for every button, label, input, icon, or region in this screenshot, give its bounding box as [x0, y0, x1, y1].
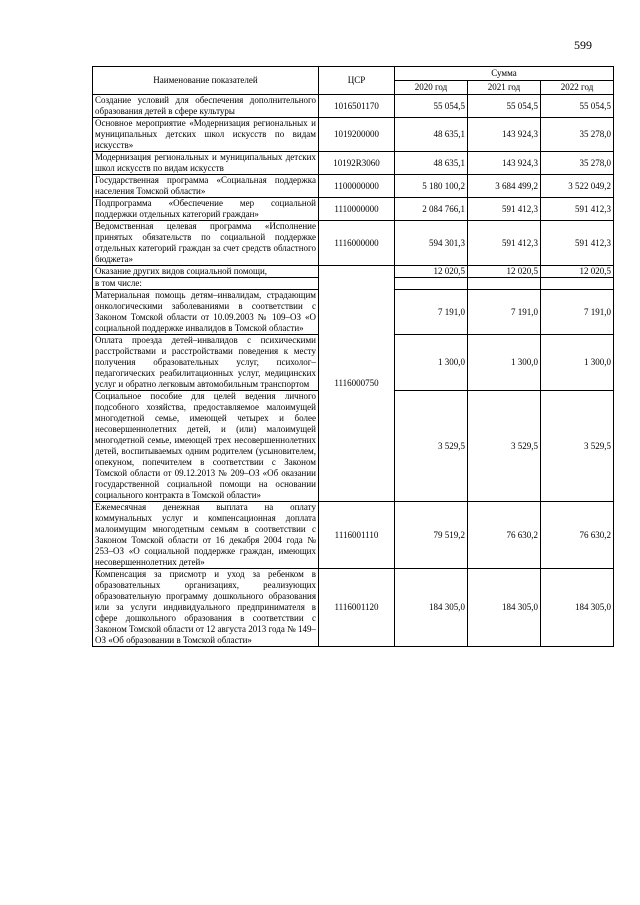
table-row — [93, 198, 614, 221]
row-value-2021: 143 924,3 — [468, 118, 541, 152]
header-sum: Сумма — [395, 67, 614, 81]
row-csr: 1110000000 — [319, 198, 395, 221]
table-row-program — [93, 175, 614, 198]
row-value-2021: 76 630,2 — [468, 502, 541, 569]
row-value-2020: 594 301,3 — [395, 221, 468, 266]
row-csr: 1100000000 — [319, 175, 395, 198]
group-csr: 1116000750 — [319, 266, 395, 502]
header-name: Наименование показателей — [93, 67, 319, 95]
row-csr: 1116001120 — [319, 569, 395, 647]
row-value-2022: 55 054,5 — [541, 95, 614, 118]
row-value-2022: 35 278,0 — [541, 152, 614, 175]
row-value-2021: 591 412,3 — [468, 221, 541, 266]
row-name: Государственная программа «Социальная поддержка населения Томской области» — [93, 175, 319, 198]
row-name: Основное мероприятие «Модернизация региональных и муниципальных детских школ искусств по видам искусств» — [93, 118, 319, 152]
row-name: в том числе: — [93, 278, 319, 290]
row-value-2020: 7 191,0 — [395, 290, 468, 335]
row-value-2022: 591 412,3 — [541, 198, 614, 221]
row-name: Подпрограмма «Обеспечение мер социальной поддержки отдельных категорий граждан» — [93, 198, 319, 221]
header-year-2020: 2020 год — [395, 81, 468, 95]
row-value-2020: 48 635,1 — [395, 152, 468, 175]
row-value-2022: 35 278,0 — [541, 118, 614, 152]
row-value-2022: 12 020,5 — [541, 266, 614, 278]
row-value-2020: 48 635,1 — [395, 118, 468, 152]
row-value-2021: 3 529,5 — [468, 391, 541, 502]
row-value-2021: 1 300,0 — [468, 335, 541, 391]
table-row — [93, 95, 614, 118]
row-name: Оплата проезда детей–инвалидов с психическими расстройствами и расстройствами поведения к месту получения образовательных услуг, психолог–педагогических реабилитационных услуг, медицинских услуг и обратно легковым автомобильным транспортом — [93, 335, 319, 391]
row-value-2022: 3 522 049,2 — [541, 175, 614, 198]
row-value-2021: 12 020,5 — [468, 266, 541, 278]
row-name: Оказание других видов социальной помощи, — [93, 266, 319, 278]
table-row — [93, 569, 614, 647]
row-value-2020: 12 020,5 — [395, 266, 468, 278]
row-name: Ведомственная целевая программа «Исполнение принятых обязательств по социальной поддержке отдельных категорий граждан за счет средств областного бюджета» — [93, 221, 319, 266]
row-csr: 1016501170 — [319, 95, 395, 118]
row-value-2021: 7 191,0 — [468, 290, 541, 335]
row-value-2021: 591 412,3 — [468, 198, 541, 221]
row-name: Модернизация региональных и муниципальных детских школ искусств по видам искусств — [93, 152, 319, 175]
header-year-2022: 2022 год — [541, 81, 614, 95]
row-value-2021: 184 305,0 — [468, 569, 541, 647]
row-value-2020: 2 084 766,1 — [395, 198, 468, 221]
budget-table — [92, 66, 614, 647]
row-value-2021: 143 924,3 — [468, 152, 541, 175]
table-row — [93, 152, 614, 175]
table-row — [93, 118, 614, 152]
row-value-2020: 55 054,5 — [395, 95, 468, 118]
row-value-2022: 184 305,0 — [541, 569, 614, 647]
row-name: Создание условий для обеспечения дополнительного образования детей в сфере культуры — [93, 95, 319, 118]
row-name: Материальная помощь детям–инвалидам, страдающим онкологическими заболеваниями в соответствии с Законом Томской области от 10.09.2003 № 109–ОЗ «О социальной поддержке инвалидов в Томской области» — [93, 290, 319, 335]
row-value-2021: 3 684 499,2 — [468, 175, 541, 198]
row-value-2022: 1 300,0 — [541, 335, 614, 391]
row-value-2020: 1 300,0 — [395, 335, 468, 391]
table-row-group-main — [93, 266, 614, 278]
row-csr: 1116000000 — [319, 221, 395, 266]
row-value-2022: 591 412,3 — [541, 221, 614, 266]
row-value-2020: 184 305,0 — [395, 569, 468, 647]
header-csr: ЦСР — [319, 67, 395, 95]
row-value-2020: 3 529,5 — [395, 391, 468, 502]
row-csr: 1019200000 — [319, 118, 395, 152]
row-csr: 10192R3060 — [319, 152, 395, 175]
row-value-2022: 7 191,0 — [541, 290, 614, 335]
row-name: Ежемесячная денежная выплата на оплату коммунальных услуг и компенсационная доплата малоимущим многодетным семьям в соответствии с Законом Томской области от 16 декабря 2004 года № 253–ОЗ «О социальной поддержке граждан, имеющих несовершеннолетних детей» — [93, 502, 319, 569]
row-value-2022: 3 529,5 — [541, 391, 614, 502]
row-name: Социальное пособие для целей ведения личного подсобного хозяйства, предоставляемое малоимущей многодетной семье, имеющей четырех и более несовершеннолетних детей, и (или) малоимущей многодетной семье, имеющей трех несовершеннолетних детей, воспитываемых одним родителем (усыновителем, опекуном, попечителем в соответствии с Законом Томской области от 09.12.2013 № 209–ОЗ «Об оказании государственной социальной помощи на основании социального контракта в Томской области» — [93, 391, 319, 502]
row-value-2022: 76 630,2 — [541, 502, 614, 569]
table-row — [93, 502, 614, 569]
row-value-2020: 79 519,2 — [395, 502, 468, 569]
row-value-2021: 55 054,5 — [468, 95, 541, 118]
header-year-2021: 2021 год — [468, 81, 541, 95]
row-csr: 1116001110 — [319, 502, 395, 569]
row-value-2020: 5 180 100,2 — [395, 175, 468, 198]
table-row — [93, 221, 614, 266]
row-name: Компенсация за присмотр и уход за ребенком в образовательных организациях, реализующих образовательную программу дошкольного образования или за услуги индивидуального предпринимателя в сфере дошкольного образования в соответствии с Законом Томской области от 12 августа 2013 года № 149–ОЗ «Об образовании в Томской области» — [93, 569, 319, 647]
page-number: 599 — [574, 38, 592, 52]
